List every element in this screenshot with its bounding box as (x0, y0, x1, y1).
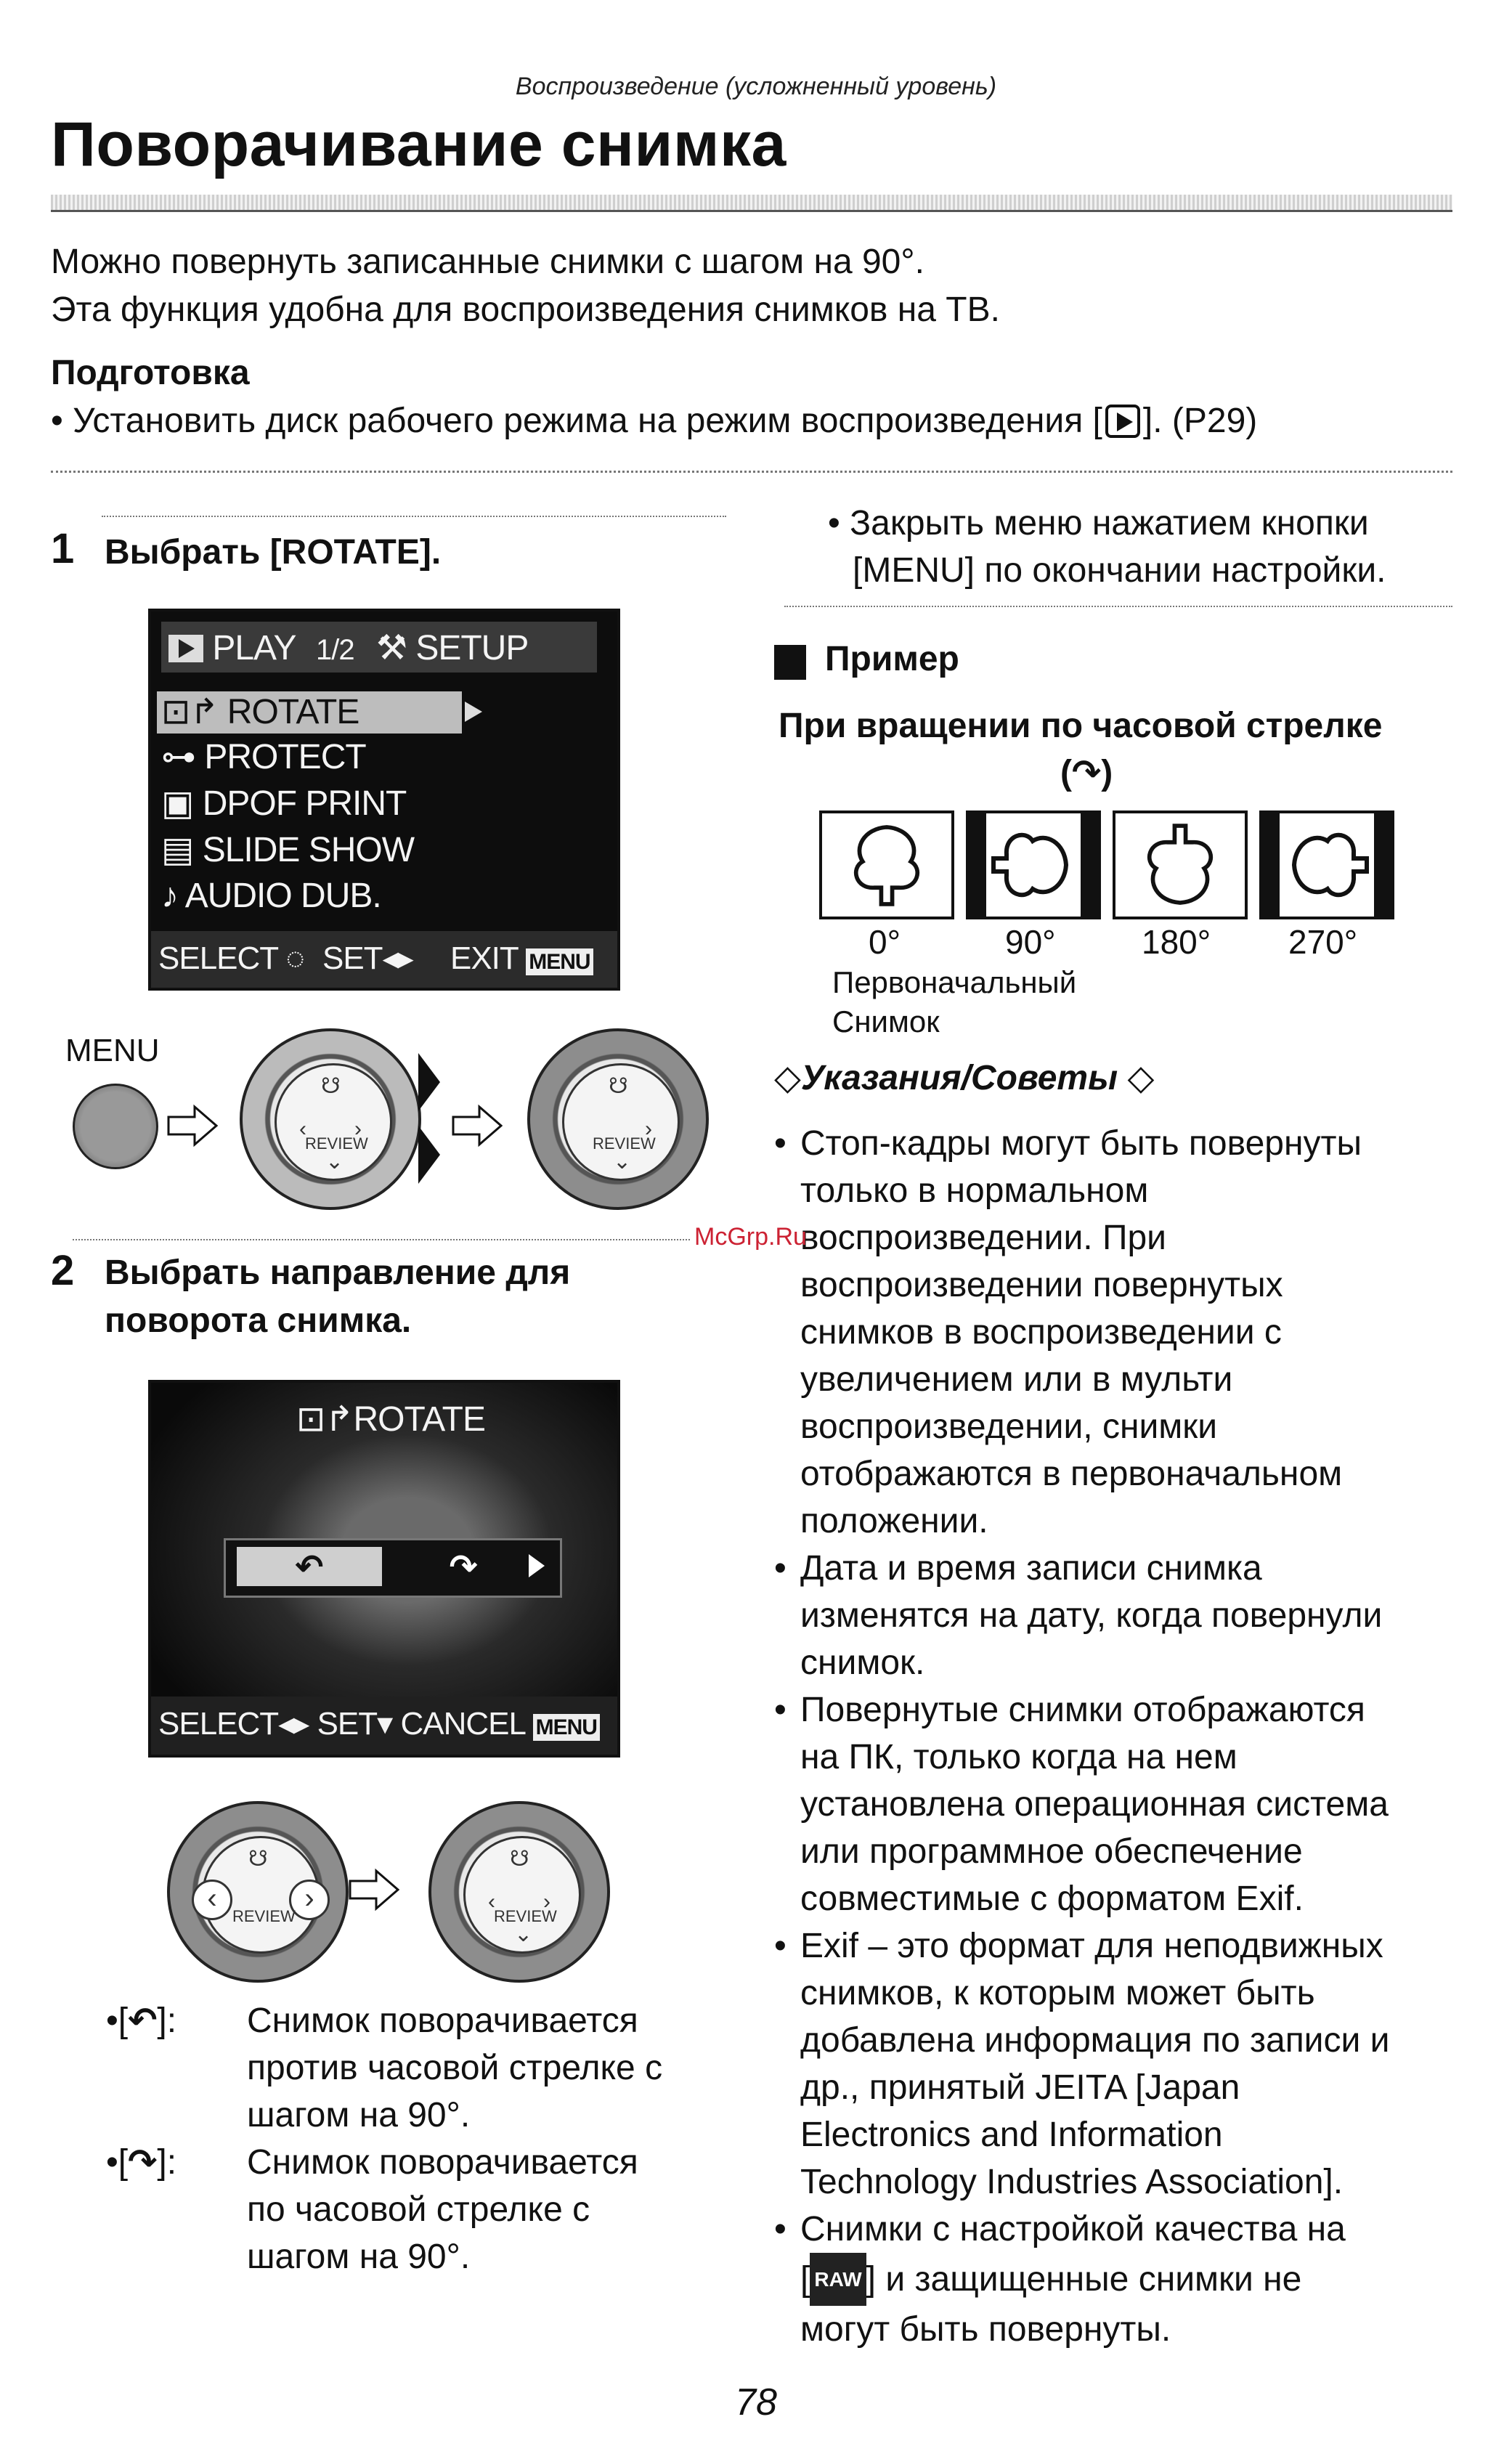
close-menu-line-1: • Закрыть меню нажатием кнопки (828, 504, 1369, 543)
tip-5-line-1: Снимки с настройкой качества на (800, 2210, 1346, 2248)
rotate-footer-cancel: CANCEL (400, 1706, 525, 1742)
tip-3-line-2: на ПК, только когда на нем (800, 1738, 1237, 1776)
tip-1-line-1: Стоп-кадры могут быть повернуты (800, 1124, 1362, 1163)
submenu-arrow-icon (465, 702, 482, 722)
tip-4-line-4: др., принятый JEITA [Japan (800, 2068, 1240, 2107)
dial-right-icon: › (354, 1117, 362, 1141)
close-menu-note (828, 500, 1386, 594)
menu-tab-setup[interactable]: SETUP (415, 629, 529, 667)
original-label-line-1: Первоначальный (832, 965, 1077, 999)
bullet-cw-line-1: Снимок поворачивается (247, 2143, 638, 2182)
preparation-heading: Подготовка (51, 354, 250, 392)
diamond-icon-left: ◇ (774, 1059, 801, 1097)
press-right-arrows-icon (415, 1046, 444, 1191)
rotate-footer-menu-badge: MENU (533, 1714, 600, 1741)
tip-3-line-5: совместимые с форматом Exif. (800, 1880, 1304, 1918)
menu-item-slideshow-label: SLIDE SHOW (202, 831, 415, 869)
bullet-cw-marker: •[↷]: (106, 2143, 177, 2182)
tip-3-line-4: или программное обеспечение (800, 1832, 1303, 1871)
menu-footer (158, 940, 593, 977)
tip-3-line-3: установлена операционная система (800, 1785, 1389, 1824)
tip-1-line-7: воспроизведении, снимки (800, 1407, 1218, 1446)
footer-set-label: SET (322, 940, 383, 976)
step2-text-line-2: поворота снимка. (105, 1301, 412, 1340)
tips-heading-label: Указания/Советы (800, 1059, 1118, 1097)
self-timer-icon-b: ☋ (609, 1074, 628, 1098)
tip-5-line-2: [ RAW ] и защищенные снимки не (800, 2253, 1471, 2306)
tip-4-line-5: Electronics and Information (800, 2116, 1223, 2154)
left-right-icon-2: ◂▸ (278, 1706, 309, 1742)
dial-select-icon: ◌ (277, 940, 312, 976)
tip-1-line-5: снимков в воспроизведении с (800, 1313, 1282, 1352)
control-dial-step2a[interactable] (167, 1801, 349, 1983)
close-menu-line-2: [MENU] по окончании настройки. (853, 551, 1386, 590)
tip-1-line-9: положении. (800, 1502, 988, 1540)
rotate-icon-2: ⊡↱ (296, 1400, 354, 1439)
watermark: McGrp.Ru (694, 1223, 807, 1251)
control-dial-step2b[interactable] (428, 1801, 610, 1983)
menu-item-slide-show[interactable] (161, 829, 414, 870)
rotation-thumb-0 (819, 810, 954, 919)
tree-icon-180 (1115, 813, 1245, 917)
menu-item-audio-label: AUDIO DUB. (184, 877, 381, 915)
self-timer-icon-d: ☋ (510, 1847, 529, 1871)
tip-bullet-1: • (774, 1124, 787, 1163)
left-right-icon: ◂▸ (382, 940, 413, 976)
menu-item-audio-dub[interactable] (161, 876, 381, 916)
slideshow-icon: ▤ (161, 831, 203, 869)
tip-bullet-5: • (774, 2210, 787, 2248)
tip-item-5 (774, 2206, 1471, 2353)
control-dial-step1a[interactable] (240, 1028, 421, 1210)
rotate-right-option[interactable] (391, 1547, 536, 1586)
tip-item-4 (774, 1922, 1471, 2206)
tip-4-line-6: Technology Industries Association]. (800, 2163, 1344, 2201)
tip-5-line-3: могут быть повернуты. (800, 2310, 1171, 2349)
tip-4-line-1: Exif – это формат для неподвижных (800, 1927, 1383, 1965)
page-number: 78 (735, 2381, 777, 2423)
tip-3-line-1: Повернутые снимки отображаются (800, 1691, 1365, 1729)
play-tab-icon (168, 635, 203, 662)
page-title: Поворачивание снимка (51, 110, 787, 179)
bullet-cw-line-2: по часовой стрелке с (247, 2190, 590, 2229)
tree-icon-upright (822, 813, 951, 917)
bullet-ccw-line-2: против часовой стрелке с (247, 2049, 663, 2087)
step2-rule (73, 1239, 690, 1240)
dial-right-icon-b: › (645, 1117, 652, 1141)
self-timer-icon: ☋ (321, 1074, 341, 1098)
self-timer-icon-c: ☋ (248, 1847, 268, 1871)
tree-icon-90 (986, 813, 1081, 917)
original-label-line-2: Снимок (832, 1004, 940, 1039)
dial-left-icon-d: ‹ (488, 1890, 495, 1914)
tip-4-line-2: снимков, к которым может быть (800, 1974, 1315, 2012)
rotate-ccw-icon: ↶ (295, 1548, 324, 1585)
clockwise-arrow-icon: (↷) (1060, 754, 1113, 792)
menu-button[interactable] (73, 1084, 158, 1169)
bullet-ccw-marker: •[↶]: (106, 2002, 177, 2040)
step1-rule (102, 516, 726, 517)
next-arrow-icon-3 (349, 1868, 399, 1911)
bullet-ccw-text (247, 1997, 662, 2139)
angle-90: 90° (1005, 923, 1056, 961)
rotate-footer (158, 1705, 600, 1742)
tips-list (774, 1120, 1471, 2353)
menu-page-indicator: 1/2 (316, 634, 354, 666)
dial-down-icon: ⌄ (325, 1150, 344, 1174)
rotate-ccw-arrow-icon: ↶ (128, 2002, 158, 2040)
tip-1-line-2: только в нормальном (800, 1171, 1149, 1210)
rotate-footer-set: SET (317, 1706, 378, 1742)
menu-item-rotate[interactable] (161, 691, 359, 732)
rotate-screen-title (296, 1399, 485, 1439)
print-icon: ▣ (161, 784, 203, 823)
bullet-cw-text (247, 2139, 638, 2280)
tip-item-2 (774, 1545, 1471, 1686)
preparation-text (51, 401, 1257, 441)
bullet-ccw-line-1: Снимок поворачивается (247, 2002, 638, 2040)
section-tag: Воспроизведение (усложненный уровень) (515, 73, 997, 100)
tip-5-line-2-text: ] и защищенные снимки не (866, 2260, 1302, 2299)
intro-text (51, 238, 1000, 334)
rotate-menu-screen (148, 609, 620, 991)
menu-item-rotate-label: ROTATE (227, 693, 359, 731)
bullet-cw-line-3: шагом на 90°. (247, 2238, 471, 2276)
step1-number: 1 (51, 525, 75, 572)
dial-right-press-icon: › (289, 1880, 330, 1920)
tips-heading (774, 1057, 1154, 1098)
section-divider (51, 471, 1452, 473)
footer-select-label: SELECT (158, 940, 278, 976)
tip-1-line-6: увеличением или в мульти (800, 1360, 1233, 1399)
rotate-direction-screen (148, 1380, 620, 1758)
play-mode-icon (1105, 405, 1140, 438)
menu-item-dpof-print[interactable] (161, 783, 406, 824)
tree-icon-270 (1280, 813, 1374, 917)
title-underline (51, 195, 1452, 212)
dial-review-label-c: REVIEW (232, 1907, 296, 1925)
right-divider (784, 606, 1452, 607)
step2-number: 2 (51, 1247, 75, 1294)
step1-text: Выбрать [ROTATE]. (105, 533, 442, 572)
rotate-icon: ⊡↱ (161, 693, 227, 731)
rotate-left-option[interactable] (237, 1547, 382, 1586)
rotation-thumb-270 (1259, 810, 1394, 919)
control-dial-step1b[interactable] (527, 1028, 709, 1210)
rotate-cw-arrow-icon: ↷ (128, 2143, 158, 2182)
preparation-text-after: ]. (P29) (1142, 402, 1258, 440)
example-heading: Пример (825, 640, 959, 678)
footer-menu-badge: MENU (526, 948, 593, 975)
rotation-thumb-90 (966, 810, 1101, 919)
intro-line-2: Эта функция удобна для воспроизведения снимков на ТВ. (51, 290, 1000, 329)
tip-item-1 (774, 1120, 1471, 1545)
raw-quality-icon: RAW (810, 2253, 866, 2306)
tip-2-line-3: снимок. (800, 1643, 925, 1682)
tip-1-line-8: отображаются в первоначальном (800, 1455, 1343, 1493)
bullet-ccw-line-3: шагом на 90°. (247, 2096, 471, 2134)
next-arrow-icon-2 (452, 1104, 503, 1147)
step2-text (105, 1249, 570, 1345)
angle-270: 270° (1288, 923, 1358, 961)
menu-item-protect-label: PROTECT (204, 738, 366, 776)
menu-button-label: MENU (65, 1033, 160, 1068)
rotate-screen-title-label: ROTATE (353, 1400, 485, 1439)
tip-2-line-2: изменятся на дату, когда повернули (800, 1596, 1383, 1635)
clockwise-heading: При вращении по часовой стрелке (779, 707, 1383, 745)
tip-1-line-4: воспроизведении повернутых (800, 1266, 1283, 1304)
tip-bullet-3: • (774, 1691, 787, 1729)
step2-text-line-1: Выбрать направление для (105, 1254, 571, 1292)
rotation-thumb-180 (1113, 810, 1248, 919)
next-arrow-icon (167, 1104, 218, 1147)
dial-left-icon: ‹ (299, 1117, 306, 1141)
angle-0: 0° (869, 923, 901, 961)
tip-2-line-1: Дата и время записи снимка (800, 1549, 1262, 1588)
menu-header (168, 627, 528, 668)
angle-180: 180° (1142, 923, 1211, 961)
intro-line-1: Можно повернуть записанные снимки с шагом на 90°. (51, 243, 924, 281)
menu-tab-play[interactable]: PLAY (212, 629, 296, 667)
dial-down-icon-b: ⌄ (613, 1150, 632, 1174)
footer-exit-label: EXIT (450, 940, 518, 976)
dial-review-label-b: REVIEW (593, 1134, 656, 1153)
original-label (832, 963, 1076, 1041)
down-icon: ▾ (377, 1706, 393, 1742)
selector-right-arrow-icon (529, 1554, 545, 1577)
tip-bullet-2: • (774, 1549, 787, 1588)
dial-right-icon-d: › (543, 1890, 550, 1914)
dial-down-icon-d: ⌄ (514, 1922, 533, 1946)
tip-1-line-3: воспроизведении. При (800, 1219, 1166, 1257)
microphone-icon: ♪ (161, 877, 185, 915)
key-icon: ⊶ (161, 738, 205, 776)
rotate-cw-icon: ↷ (449, 1548, 478, 1585)
example-square-icon (774, 645, 806, 680)
dial-review-label-d: REVIEW (494, 1907, 557, 1925)
rotate-footer-select: SELECT (158, 1706, 279, 1742)
tip-bullet-4: • (774, 1927, 787, 1965)
dial-review-label: REVIEW (305, 1134, 368, 1153)
tip-item-3 (774, 1686, 1471, 1922)
preparation-text-before: • Установить диск рабочего режима на режим воспроизведения [ (51, 402, 1102, 440)
wrench-icon: ⚒ (375, 629, 407, 667)
dial-left-press-icon: ‹ (192, 1880, 232, 1920)
diamond-icon-right: ◇ (1127, 1059, 1155, 1097)
tip-4-line-3: добавлена информация по записи и (800, 2021, 1390, 2060)
menu-item-protect[interactable] (161, 736, 366, 777)
menu-item-dpof-label: DPOF PRINT (202, 784, 407, 823)
